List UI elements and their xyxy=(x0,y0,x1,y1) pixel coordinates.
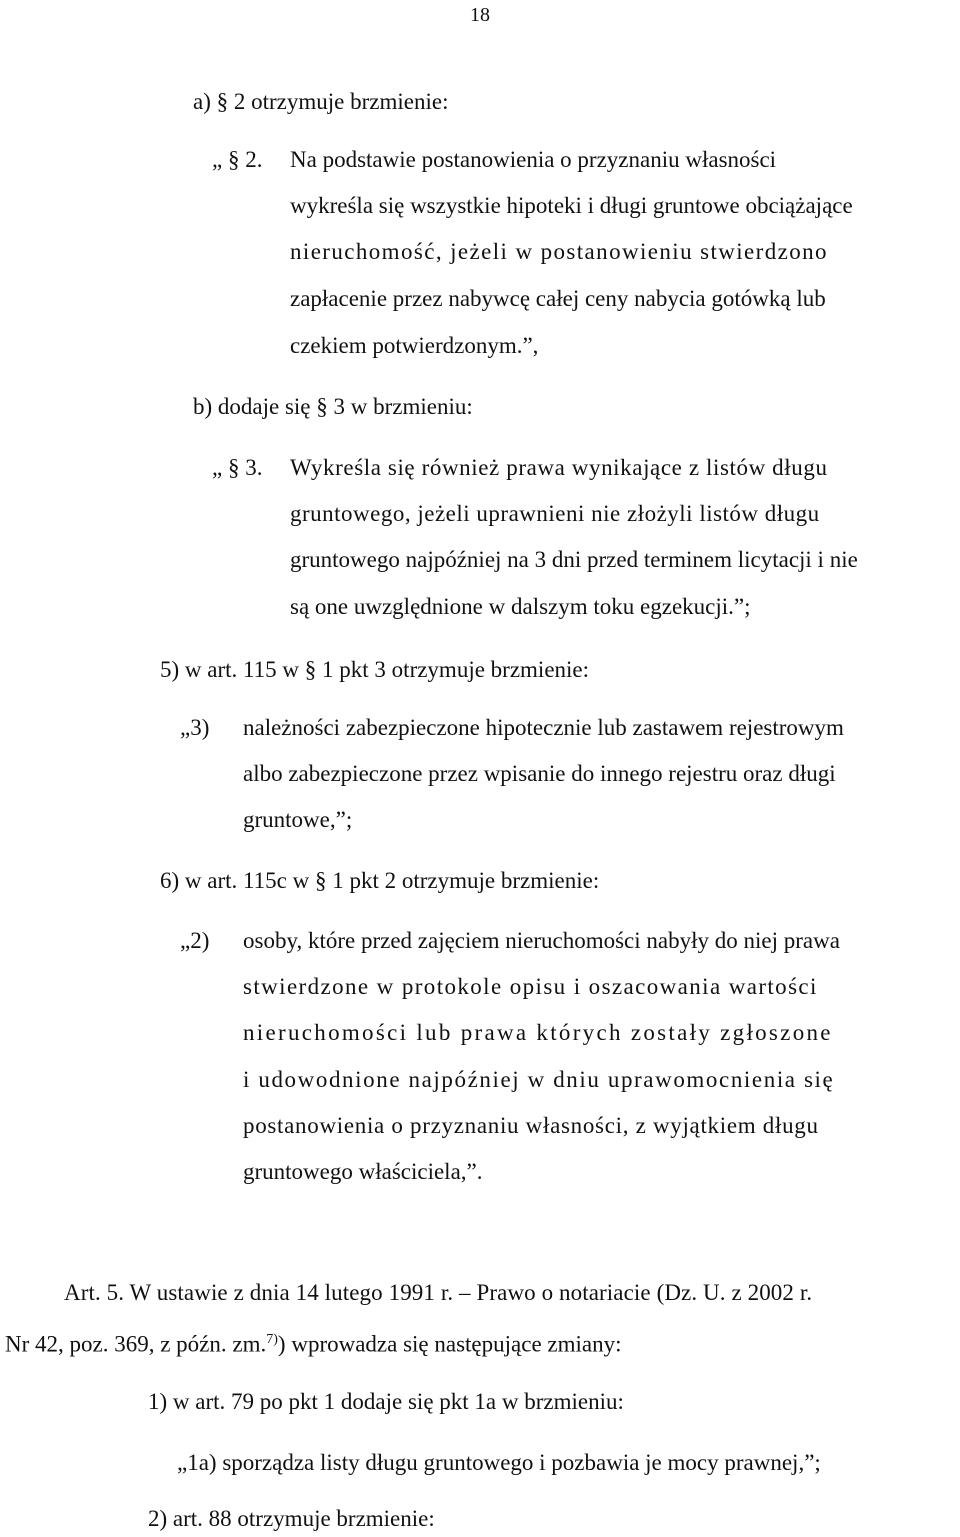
article-5-point-2: 2) art. 88 otrzymuje brzmienie: xyxy=(148,1506,435,1531)
point-6-line-3: nieruchomości lub prawa których zostały zgłoszone xyxy=(243,1020,833,1045)
point-5-line-3: gruntowe,”; xyxy=(243,807,353,832)
point-b-intro: b) dodaje się § 3 w brzmieniu: xyxy=(193,394,473,419)
page-number: 18 xyxy=(470,4,490,26)
article-5-point-1-quote: „1a) sporządza listy długu gruntowego i pozbawia je mocy prawnej,”; xyxy=(177,1450,821,1475)
point-5-line-2: albo zabezpieczone przez wpisanie do innego rejestru oraz długi xyxy=(243,761,836,786)
point-a-line-4: zapłacenie przez nabywcę całej ceny nabycia gotówką lub xyxy=(290,286,826,311)
point-b-quote-marker: „ § 3. xyxy=(212,455,263,480)
point-6-intro: 6) w art. 115c w § 1 pkt 2 otrzymuje brzmienie: xyxy=(160,868,600,893)
article-5-line-2-tail: ) wprowadza się następujące zmiany: xyxy=(277,1331,622,1357)
point-a-quote-marker: „ § 2. xyxy=(212,147,263,172)
point-5-intro: 5) w art. 115 w § 1 pkt 3 otrzymuje brzmienie: xyxy=(160,657,590,682)
point-5-line-1: należności zabezpieczone hipotecznie lub zastawem rejestrowym xyxy=(243,715,844,740)
point-b-line-4: są one uwzględnione w dalszym toku egzekucji.”; xyxy=(290,594,751,619)
point-a-line-3: nieruchomość, jeżeli w postanowieniu stwierdzono xyxy=(290,239,828,264)
point-6-line-4: i udowodnione najpóźniej w dniu uprawomocnienia się xyxy=(243,1067,835,1092)
point-6-line-2: stwierdzone w protokole opisu i oszacowania wartości xyxy=(243,974,818,999)
point-a-line-5: czekiem potwierdzonym.”, xyxy=(290,333,539,358)
point-a-intro: a) § 2 otrzymuje brzmienie: xyxy=(193,89,449,114)
article-5-line-2 xyxy=(5,1325,622,1360)
point-b-line-3: gruntowego najpóźniej na 3 dni przed terminem licytacji i nie xyxy=(290,547,858,572)
article-5-point-1: 1) w art. 79 po pkt 1 dodaje się pkt 1a w brzmieniu: xyxy=(148,1389,624,1414)
point-6-quote-number: „2) xyxy=(180,928,210,953)
point-b-line-2: gruntowego, jeżeli uprawnieni nie złożyli listów długu xyxy=(290,501,820,526)
point-a-line-1: Na podstawie postanowienia o przyznaniu własności xyxy=(290,147,777,172)
point-6-line-6: gruntowego właściciela,”. xyxy=(243,1159,483,1184)
point-b-line-1: Wykreśla się również prawa wynikające z listów długu xyxy=(290,455,828,480)
point-6-line-5: postanowienia o przyznaniu własności, z wyjątkiem długu xyxy=(243,1113,819,1138)
footnote-reference: 7) xyxy=(266,1332,278,1347)
article-5-line-2-text: Nr 42, poz. 369, z późn. zm. xyxy=(5,1331,267,1357)
point-a-line-2: wykreśla się wszystkie hipoteki i długi gruntowe obciążające xyxy=(290,193,853,218)
point-6-line-1: osoby, które przed zajęciem nieruchomości nabyły do niej prawa xyxy=(243,928,840,953)
article-5-line-1: Art. 5. W ustawie z dnia 14 lutego 1991 r. – Prawo o notariacie (Dz. U. z 2002 r. xyxy=(64,1280,813,1305)
point-5-quote-number: „3) xyxy=(180,715,210,740)
